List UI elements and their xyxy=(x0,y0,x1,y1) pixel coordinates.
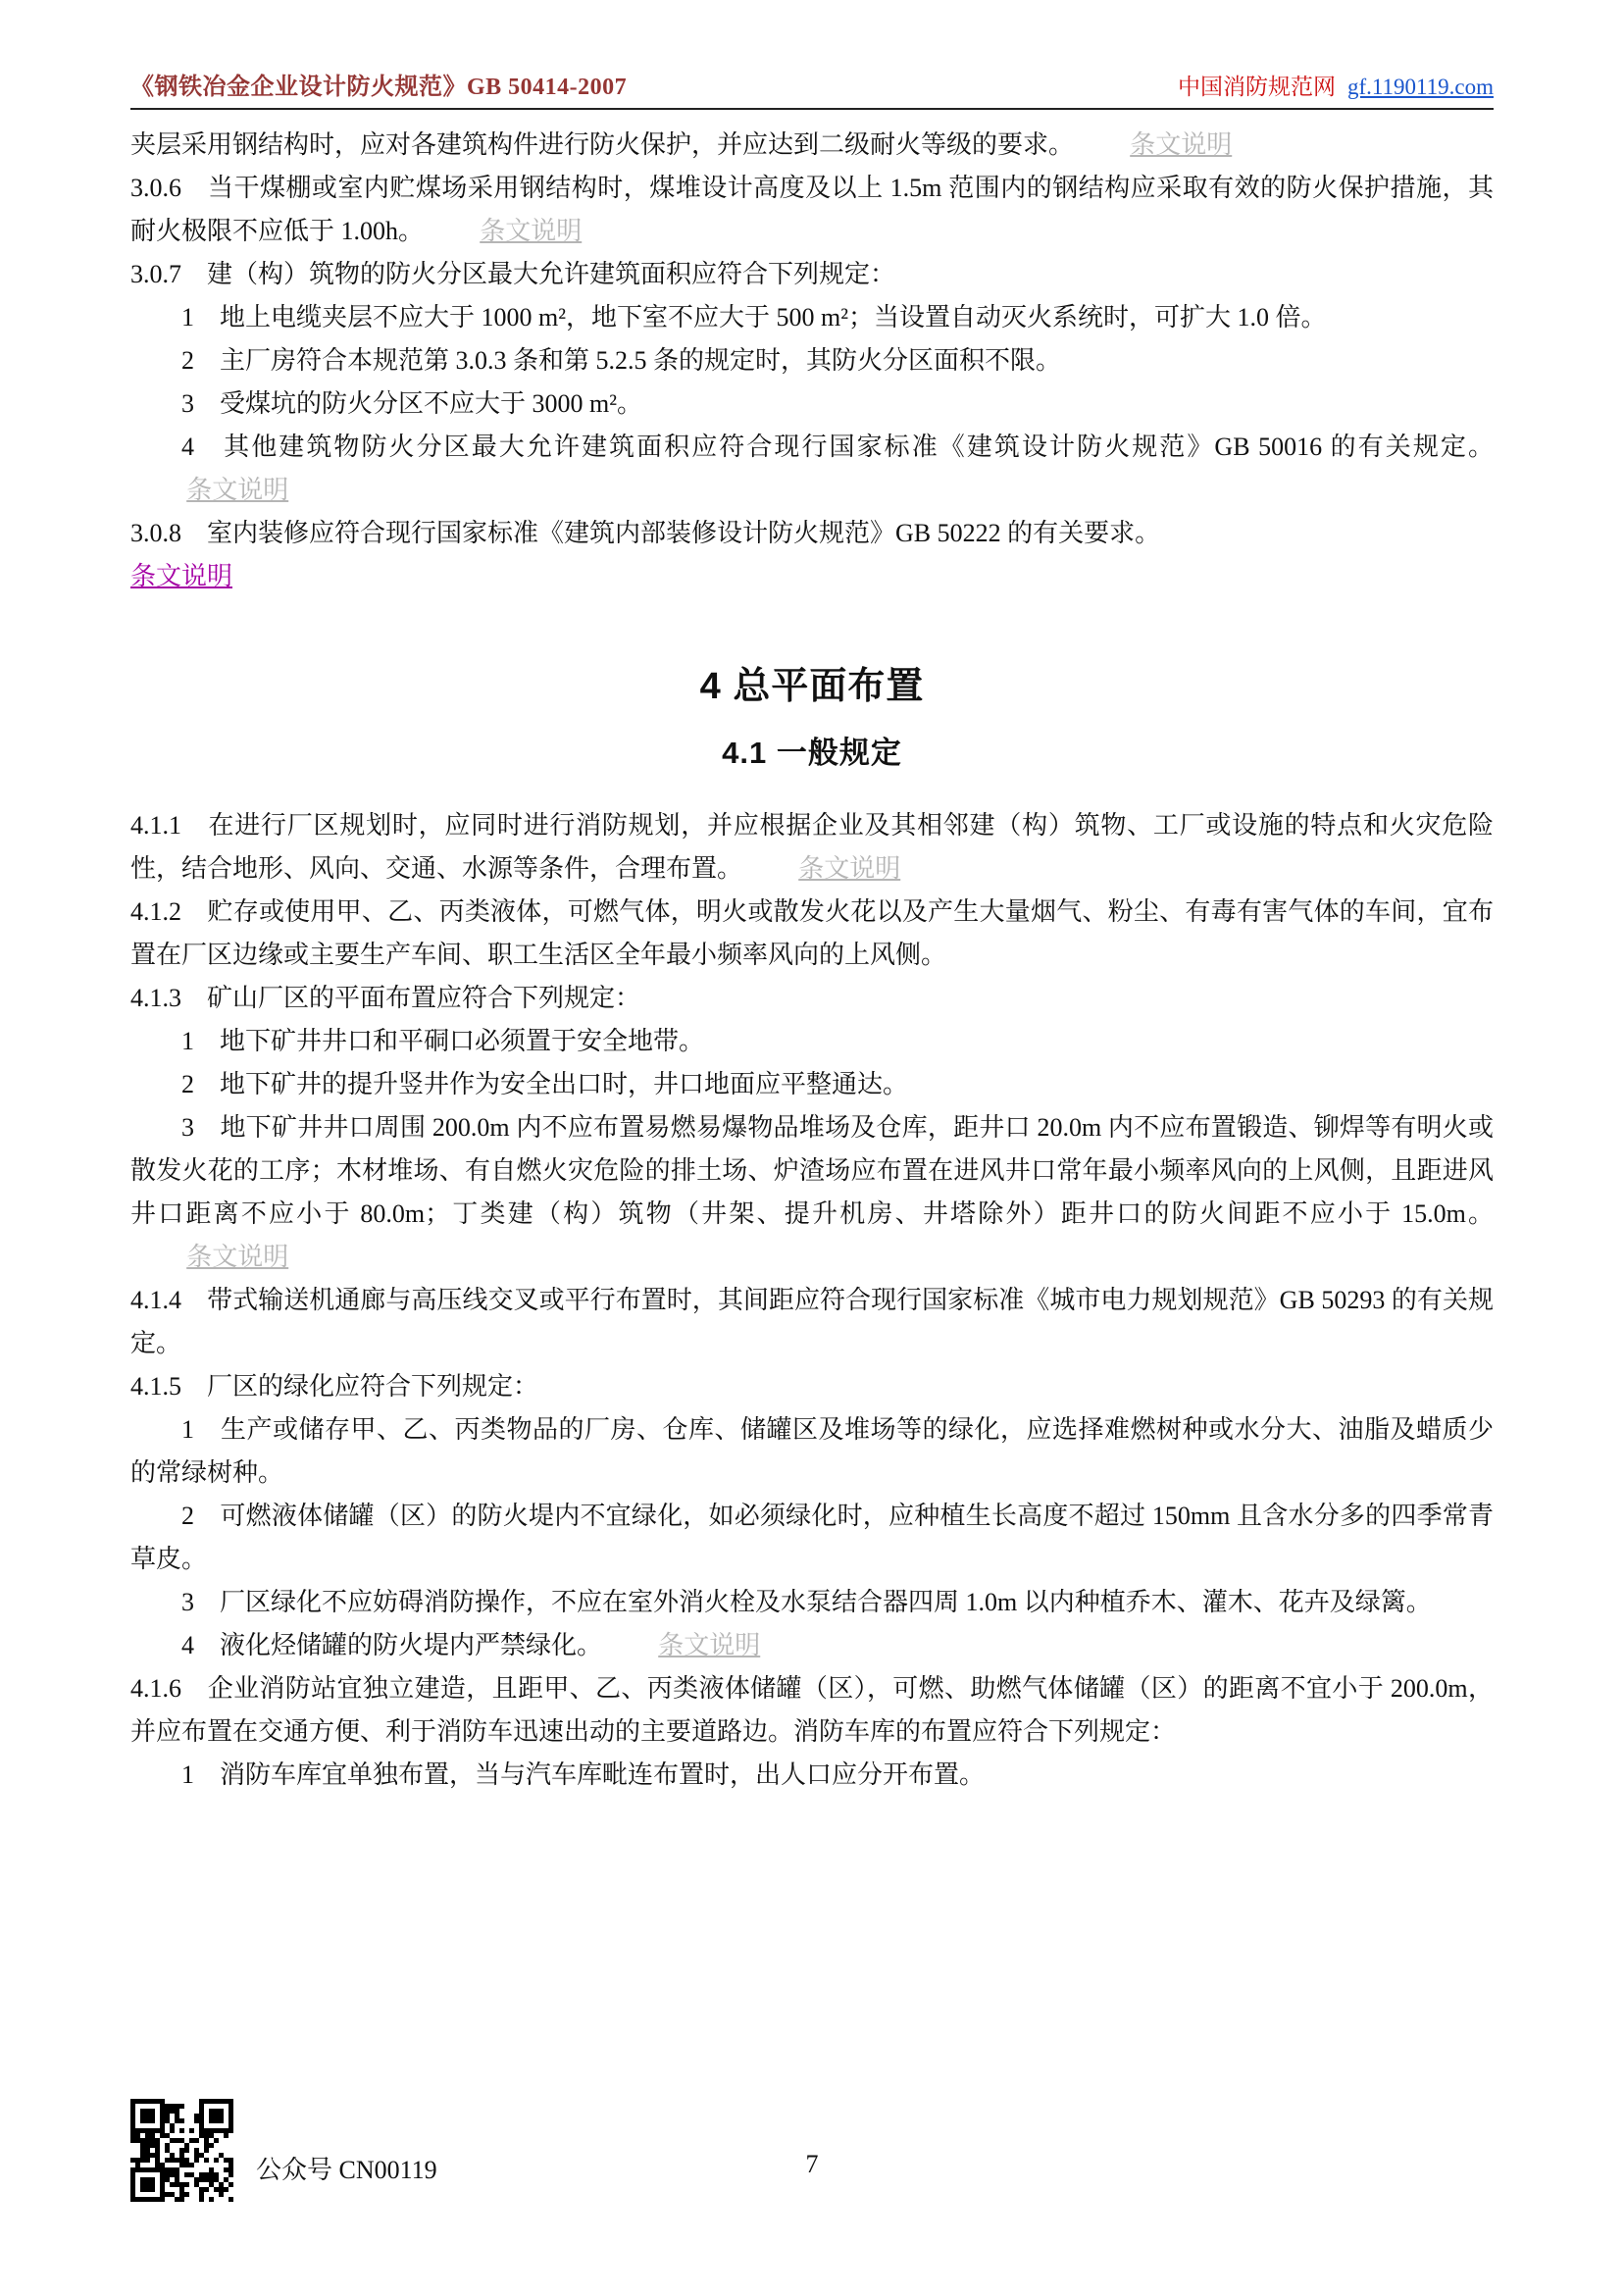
list-item xyxy=(130,1063,1494,1106)
paragraph xyxy=(130,891,1494,977)
paragraph-text: 1 地下矿井井口和平硐口必须置于安全地带。 xyxy=(181,1027,705,1055)
paragraph-text: 1 消防车库宜单独布置，当与汽车库毗连布置时，出人口应分开布置。 xyxy=(181,1760,986,1789)
paragraph xyxy=(130,1667,1494,1754)
list-item xyxy=(130,1106,1494,1279)
paragraph-text: 3.0.6 当干煤棚或室内贮煤场采用钢结构时，煤堆设计高度及以上 1.5m 范围内的钢结构应采取有效的防火保护措施，其耐火极限不应低于 1.00h。 xyxy=(130,174,1494,245)
provision-note-link[interactable]: 条文说明 xyxy=(480,217,583,245)
list-item xyxy=(130,426,1494,512)
paragraph-text: 3 受煤坑的防火分区不应大于 3000 m²。 xyxy=(181,389,643,418)
paragraph-text: 2 地下矿井的提升竖井作为安全出口时，井口地面应平整通达。 xyxy=(181,1070,909,1098)
paragraph-text: 2 可燃液体储罐（区）的防火堤内不宜绿化，如必须绿化时，应种植生长高度不超过 150mm 且含水分多的四季常青草皮。 xyxy=(130,1502,1494,1573)
provision-note-link[interactable]: 条文说明 xyxy=(1130,130,1233,159)
paragraph-text: 2 主厂房符合本规范第 3.0.3 条和第 5.2.5 条的规定时，其防火分区面积不限。 xyxy=(181,346,1062,375)
list-item xyxy=(130,1581,1494,1624)
list-item xyxy=(130,1624,1494,1667)
provision-note-link[interactable]: 条文说明 xyxy=(658,1631,761,1659)
list-item xyxy=(130,296,1494,339)
list-item xyxy=(130,382,1494,426)
qr-code-icon xyxy=(130,2099,233,2202)
paragraph-text: 4.1.2 贮存或使用甲、乙、丙类液体，可燃气体，明火或散发火花以及产生大量烟气、粉尘、有毒有害气体的车间，宜布置在厂区边缘或主要生产车间、职工生活区全年最小频率风向的上风侧。 xyxy=(130,897,1494,969)
site-url-link[interactable]: gf.1190119.com xyxy=(1346,75,1494,99)
paragraph-text: 4 液化烃储罐的防火堤内严禁绿化。 xyxy=(181,1631,603,1659)
site-info xyxy=(1178,69,1494,101)
paragraph xyxy=(130,977,1494,1020)
paragraph-text: 4 其他建筑物防火分区最大允许建筑面积应符合现行国家标准《建筑设计防火规范》GB 50016 的有关规定。 xyxy=(181,433,1494,461)
wechat-account-label: 公众号 CN00119 xyxy=(256,2156,437,2184)
paragraph-text: 1 生产或储存甲、乙、丙类物品的厂房、仓库、储罐区及堆场等的绿化，应选择难燃树种或水分大、油脂及蜡质少的常绿树种。 xyxy=(130,1415,1494,1487)
paragraph-text: 3.0.8 室内装修应符合现行国家标准《建筑内部装修设计防火规范》GB 50222 的有关要求。 xyxy=(130,519,1161,547)
paragraph-text: 1 地上电缆夹层不应大于 1000 m²，地下室不应大于 500 m²；当设置自动灭火系统时，可扩大 1.0 倍。 xyxy=(181,303,1327,331)
paragraph-text: 4.1.3 矿山厂区的平面布置应符合下列规定： xyxy=(130,984,641,1012)
paragraph-text: 3 地下矿井井口周围 200.0m 内不应布置易燃易爆物品堆场及仓库，距井口 20.0m 内不应布置锻造、铆焊等有明火或散发火花的工序；木材堆场、有自燃火灾危险的排土场、炉渣场应布置在进风井口常年最小频率风向的上风侧，且距进风井口距离不应小于 80.0m；丁类建（构）筑物（井架、提升机房、井塔除外）距井口的防火间距不应小于 15.0m。 xyxy=(130,1113,1494,1228)
list-item xyxy=(130,1020,1494,1063)
paragraph-text: 4.1.6 企业消防站宜独立建造，且距甲、乙、丙类液体储罐（区），可燃、助燃气体储罐（区）的距离不宜小于 200.0m，并应布置在交通方便、利于消防车迅速出动的主要道路边。消防车库的布置应符合下列规定： xyxy=(130,1674,1494,1746)
list-item xyxy=(130,1495,1494,1581)
paragraph xyxy=(130,512,1494,555)
list-item xyxy=(130,1754,1494,1797)
page-footer xyxy=(130,2099,1494,2226)
section-heading: 4 总平面布置 xyxy=(699,666,925,707)
site-name: 中国消防规范网 xyxy=(1177,75,1336,99)
provision-note-link[interactable]: 条文说明 xyxy=(186,1243,289,1271)
document-title: 《钢铁冶金企业设计防火规范》GB 50414-2007 xyxy=(130,75,628,100)
paragraph-text: 3 厂区绿化不应妨碍消防操作，不应在室外消火栓及水泵结合器四周 1.0m 以内种植乔木、灌木、花卉及绿篱。 xyxy=(181,1588,1432,1616)
paragraph-text: 4.1.4 带式输送机通廊与高压线交叉或平行布置时，其间距应符合现行国家标准《城市电力规划规范》GB 50293 的有关规定。 xyxy=(130,1286,1494,1357)
list-item xyxy=(130,339,1494,382)
provision-note-link[interactable]: 条文说明 xyxy=(186,476,289,504)
provision-note-link[interactable]: 条文说明 xyxy=(798,854,901,883)
list-item xyxy=(130,1408,1494,1495)
paragraph xyxy=(130,1365,1494,1408)
page-header xyxy=(130,67,1494,110)
paragraph-text: 3.0.7 建（构）筑物的防火分区最大允许建筑面积应符合下列规定： xyxy=(130,260,896,288)
page-number: 7 xyxy=(805,2150,819,2178)
paragraph xyxy=(130,1279,1494,1365)
paragraph xyxy=(130,804,1494,891)
paragraph xyxy=(130,124,1494,167)
provision-note-link[interactable]: 条文说明 xyxy=(130,562,233,590)
paragraph xyxy=(130,555,1494,598)
paragraph xyxy=(130,167,1494,253)
paragraph-text: 4.1.5 厂区的绿化应符合下列规定： xyxy=(130,1372,539,1401)
paragraph-text: 4.1.1 在进行厂区规划时，应同时进行消防规划，并应根据企业及其相邻建（构）筑物、工厂或设施的特点和火灾危险性，结合地形、风向、交通、水源等条件，合理布置。 xyxy=(130,811,1494,883)
paragraph-text: 夹层采用钢结构时，应对各建筑构件进行防火保护，并应达到二级耐火等级的要求。 xyxy=(130,130,1075,159)
document-body xyxy=(130,124,1494,1797)
paragraph xyxy=(130,253,1494,296)
subsection-heading: 4.1 一般规定 xyxy=(722,736,902,770)
